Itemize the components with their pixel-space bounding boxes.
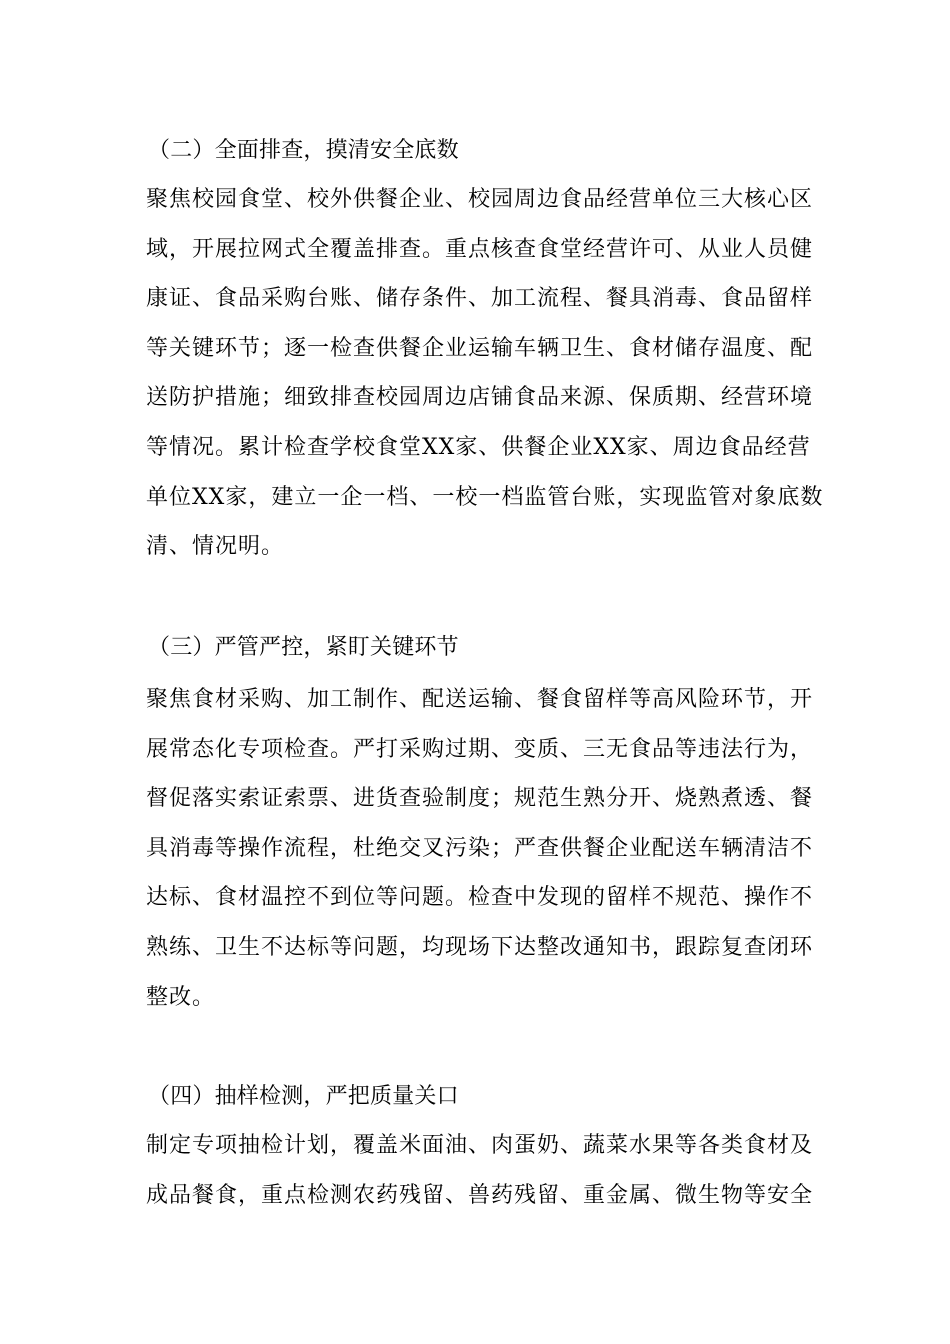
section-body-3 [146,685,814,1032]
text-line: 成品餐食，重点检测农药残留、兽药残留、重金属、微生物等安全 [146,1182,814,1208]
text-line: 等关键环节；逐一检查供餐企业运输车辆卫生、食材储存温度、配 [146,335,814,361]
text-line: 等情况。累计检查学校食堂XX家、供餐企业XX家、周边食品经营 [146,434,811,460]
text-line: 整改。 [146,984,216,1010]
text-line: 域，开展拉网式全覆盖排查。重点核查食堂经营许可、从业人员健 [146,236,814,262]
section-body-4 [146,1131,814,1230]
text-line: 康证、食品采购台账、储存条件、加工流程、餐具消毒、食品留样 [146,286,814,312]
text-line: 制定专项抽检计划，覆盖米面油、肉蛋奶、蔬菜水果等各类食材及 [146,1133,814,1158]
text-line: 具消毒等操作流程，杜绝交叉污染；严查供餐企业配送车辆清洁不 [146,835,814,861]
text-line: 送防护措施；细致排查校园周边店铺食品来源、保质期、经营环境 [146,385,814,411]
text-line: 清、情况明。 [146,534,285,560]
section-heading-2: （二）全面排查，摸清安全底数 [148,138,459,163]
text-line: 聚焦食材采购、加工制作、配送运输、餐食留样等高风险环节，开 [146,687,814,712]
text-line: 督促落实索证索票、进货查验制度；规范生熟分开、烧熟煮透、餐 [146,786,814,812]
section-heading-4: （四）抽样检测，严把质量关口 [148,1084,459,1109]
text-line: 达标、食材温控不到位等问题。检查中发现的留样不规范、操作不 [146,885,814,911]
section-body-2 [146,185,824,582]
text-line: 单位XX家，建立一企一档、一校一档监管台账，实现监管对象底数 [146,484,824,510]
text-line: 展常态化专项检查。严打采购过期、变质、三无食品等违法行为， [146,736,814,762]
text-line: 熟练、卫生不达标等问题，均现场下达整改通知书，跟踪复查闭环 [146,934,814,960]
section-heading-3: （三）严管严控，紧盯关键环节 [148,635,459,660]
text-line: 聚焦校园食堂、校外供餐企业、校园周边食品经营单位三大核心区 [146,187,814,212]
